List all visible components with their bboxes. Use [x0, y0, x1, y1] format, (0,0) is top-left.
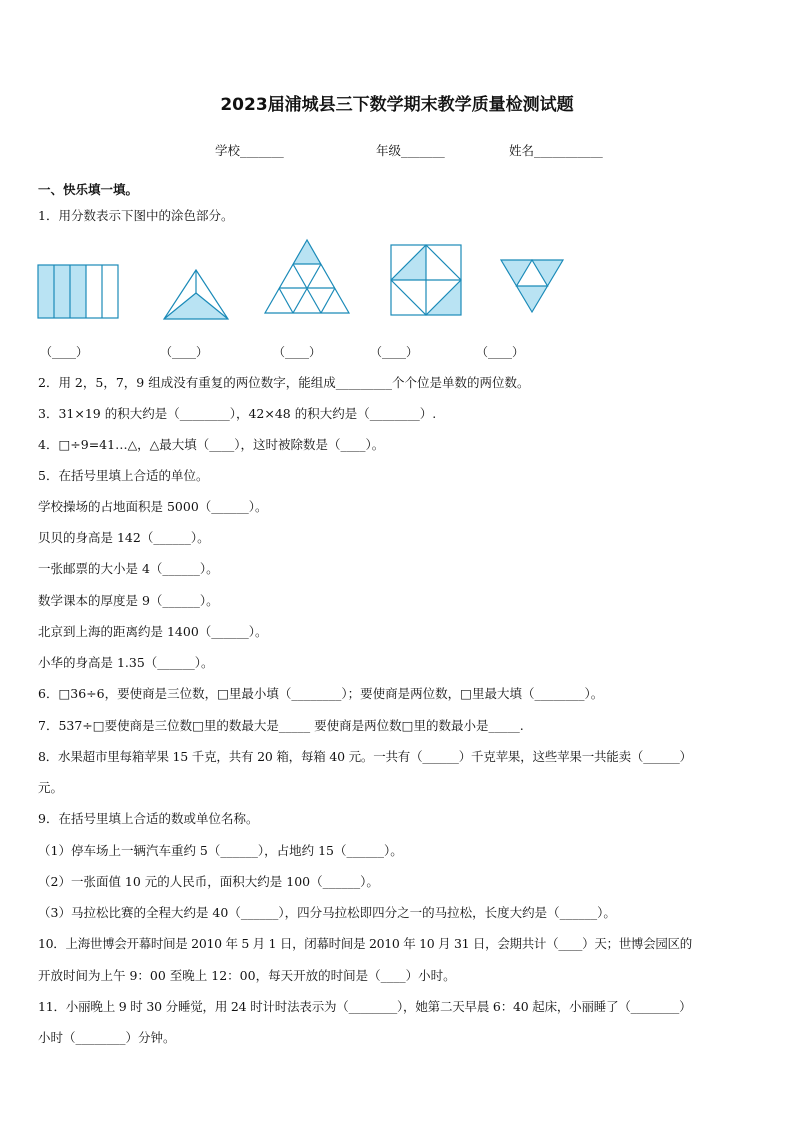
school-field: 学校_______ [215, 143, 284, 158]
question-8-continued: 元。 [38, 780, 64, 795]
question-11-continued: 小时（________）分钟。 [38, 1030, 176, 1045]
figure-triangle-centroid [162, 268, 230, 322]
figure-rectangle-strips [37, 264, 119, 320]
question-11: 11．小丽晚上 9 时 30 分睡觉，用 24 时计时法表示为（________），她第二天早晨 6：40 起床，小丽睡了（________） [38, 999, 692, 1014]
question-9-item: （2）一张面值 10 元的人民币，面积大约是 100（______）。 [38, 874, 379, 889]
section-heading: 一、快乐填一填。 [38, 182, 139, 197]
figure-answer-blank[interactable]: （____） [40, 345, 89, 359]
question-9: 9．在括号里填上合适的数或单位名称。 [38, 811, 259, 826]
question-9-item: （3）马拉松比赛的全程大约是 40（______），四分马拉松即四分之一的马拉松，长度大约是（______）。 [38, 905, 616, 920]
question-5-item: 一张邮票的大小是 4（______）。 [38, 561, 219, 576]
question-3: 3．31×19 的积大约是（________），42×48 的积大约是（________）. [38, 406, 437, 421]
name-field: 姓名___________ [509, 143, 603, 158]
question-8: 8．水果超市里每箱苹果 15 千克，共有 20 箱，每箱 40 元。一共有（______）千克苹果，这些苹果一共能卖（______） [38, 749, 692, 764]
figure-square-diamond [389, 243, 463, 317]
question-2: 2．用 2，5，7，9 组成没有重复的两位数字，能组成_________个个位是单数的两位数。 [38, 375, 530, 390]
figure-answer-blank[interactable]: （____） [273, 345, 322, 359]
page-title: 2023届浦城县三下数学期末教学质量检测试题 [220, 95, 574, 115]
question-5: 5．在括号里填上合适的单位。 [38, 468, 209, 483]
question-5-item: 学校操场的占地面积是 5000（______）。 [38, 499, 268, 514]
figure-answer-blank[interactable]: （____） [370, 345, 419, 359]
question-5-item: 数学课本的厚度是 9（______）。 [38, 593, 219, 608]
question-5-item: 贝贝的身高是 142（______）。 [38, 530, 210, 545]
question-6: 6．□36÷6，要使商是三位数，□里最小填（________）；要使商是两位数，□里最大填（________）。 [38, 686, 604, 701]
question-4: 4．□÷9=41…△，△最大填（____），这时被除数是（____）。 [38, 437, 385, 452]
question-10-continued: 开放时间为上午 9：00 至晚上 12：00，每天开放的时间是（____）小时。 [38, 968, 456, 983]
question-5-item: 北京到上海的距离约是 1400（______）。 [38, 624, 268, 639]
figure-answer-blank[interactable]: （____） [476, 345, 525, 359]
question-7: 7．537÷□要使商是三位数□里的数最大是_____ 要使商是两位数□里的数最小是_____. [38, 718, 524, 733]
question-9-item: （1）停车场上一辆汽车重约 5（______），占地约 15（______）。 [38, 843, 403, 858]
figure-answer-blank[interactable]: （____） [160, 345, 209, 359]
figure-inverted-triangle [499, 258, 565, 314]
figure-triangle-nine-parts [263, 238, 351, 316]
question-10: 10．上海世博会开幕时间是 2010 年 5 月 1 日，闭幕时间是 2010 年 10 月 31 日，会期共计（____）天；世博会园区的 [38, 936, 692, 951]
question-5-item: 小华的身高是 1.35（______）。 [38, 655, 214, 670]
grade-field: 年级_______ [376, 143, 445, 158]
question-1: 1．用分数表示下图中的涂色部分。 [38, 208, 234, 223]
